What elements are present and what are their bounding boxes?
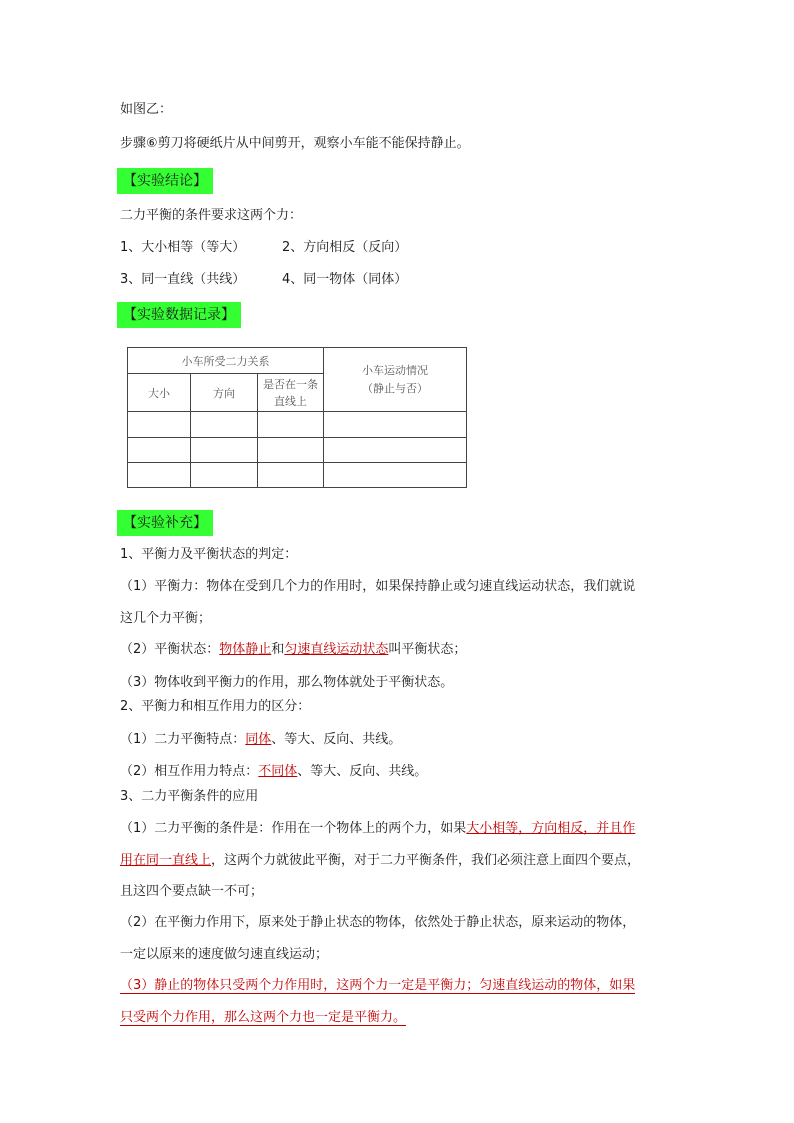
s3-p3-line-b: 只受两个力作用，那么这两个力也一定是平衡力。 [120,1010,407,1025]
condition-item: 1、大小相等（等大） [120,240,246,255]
table-cell [128,438,191,463]
col-line-header: 是否在一条 直线上 [258,374,324,412]
highlight-different-body: 不同体 [258,764,298,779]
supplement-heading: 【实验补充】 [117,510,213,536]
table-cell [191,438,258,463]
table-cell [191,463,258,488]
s1-p1-line-a: （1）平衡力：物体在受到几个力的作用时，如果保持静止或匀速直线运动状态，我们就说 [120,579,636,594]
table-cell [191,412,258,438]
conclusion-heading: 【实验结论】 [117,168,213,194]
table-cell [258,412,324,438]
s1-p2: （2）平衡状态：物体静止和匀速直线运动状态叫平衡状态； [120,642,467,657]
table-cell [128,412,191,438]
condition-item: 4、同一物体（同体） [282,272,408,287]
s3-p1-line-a: （1）二力平衡的条件是：作用在一个物体上的两个力，如果大小相等，方向相反，并且作 [120,821,636,836]
section-1-title: 1、平衡力及平衡状态的判定： [120,547,298,562]
s1-p3: （3）物体收到平衡力的作用，那么物体就处于平衡状态。 [120,675,454,690]
table-cell [324,438,467,463]
s3-p1-line-c: 且这四个要点缺一不可； [120,884,264,899]
highlight-same-body: 同体 [245,732,272,747]
table-row [128,412,467,438]
conclusion-lead: 二力平衡的条件要求这两个力： [120,208,303,223]
condition-list-row-2 [120,270,408,290]
condition-list-row-1 [120,238,408,258]
table-cell [324,412,467,438]
table-cell [324,463,467,488]
data-record-table [127,347,467,488]
highlight-same-line: 用在同一直线上 [120,853,212,868]
record-heading: 【实验数据记录】 [117,302,241,328]
condition-item: 2、方向相反（反向） [282,240,408,255]
table-row [128,438,467,463]
highlight-uniform-motion: 匀速直线运动状态 [284,642,389,657]
group-header: 小车所受二力关系 [128,348,324,374]
table-row [128,463,467,488]
table-cell [258,438,324,463]
s3-p3-line-a: （3）静止的物体只受两个力作用时，这两个力一定是平衡力；匀速直线运动的物体，如果 [120,978,636,993]
highlight-conditions: 大小相等，方向相反，并且作 [466,821,636,836]
col-direction-header: 方向 [191,374,258,412]
s2-p1: （1）二力平衡特点：同体、等大、反向、共线。 [120,732,402,747]
col-size-header: 大小 [128,374,191,412]
highlight-static: 物体静止 [219,642,272,657]
s2-p2: （2）相互作用力特点：不同体、等大、反向、共线。 [120,764,428,779]
s3-p2-line-b: 一定以原来的速度做匀速直线运动； [120,947,329,962]
condition-item: 3、同一直线（共线） [120,272,246,287]
s3-p2-line-a: （2）在平衡力作用下，原来处于静止状态的物体，依然处于静止状态，原来运动的物体， [120,915,636,930]
table-cell [128,463,191,488]
s1-p1-line-b: 这几个力平衡； [120,611,212,626]
motion-header: 小车运动情况 （静止与否） [324,348,467,412]
section-2-title: 2、平衡力和相互作用力的区分： [120,699,311,714]
step-6-text: 步骤⑥剪刀将硬纸片从中间剪开，观察小车能不能保持静止。 [120,136,470,151]
section-3-title: 3、二力平衡条件的应用 [120,789,259,804]
s3-p1-line-b: 用在同一直线上，这两个力就彼此平衡，对于二力平衡条件，我们必须注意上面四个要点， [120,853,641,868]
figure-label: 如图乙： [120,102,173,117]
table-cell [258,463,324,488]
